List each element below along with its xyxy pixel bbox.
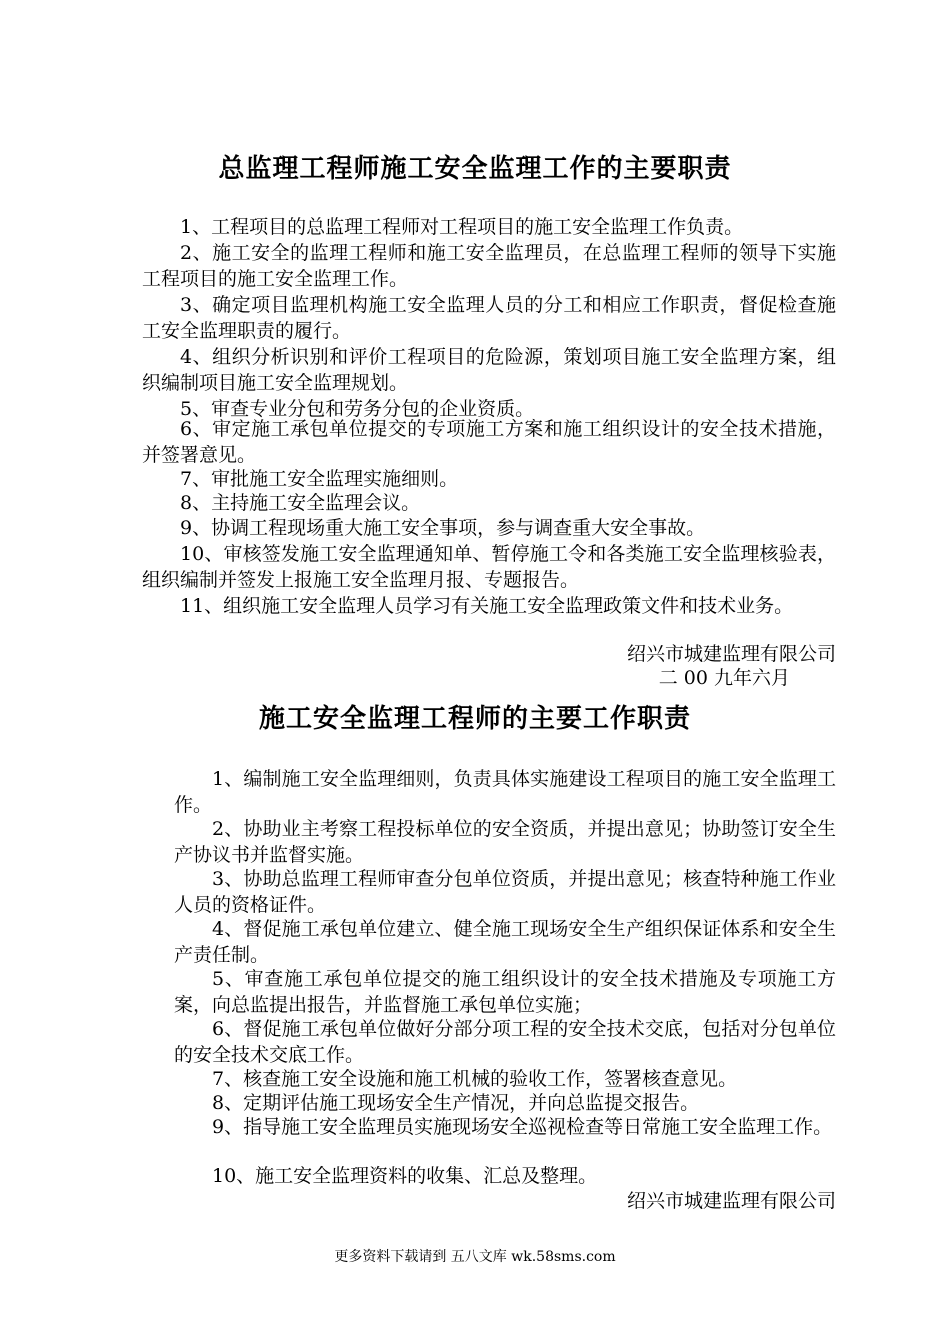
section1-date: 二 00 九年六月 [658, 667, 790, 689]
section1-item-8: 8、主持施工安全监理会议。 [180, 492, 421, 514]
section1-item-6: 6、审定施工承包单位提交的专项施工方案和施工组织设计的安全技术措施，并签署意见。 [142, 418, 836, 466]
section1-item-3: 3、确定项目监理机构施工安全监理人员的分工和相应工作职责，督促检查施工安全监理职责的履行。 [142, 294, 836, 342]
section2-item-9: 9、指导施工安全监理员实施现场安全巡视检查等日常施工安全监理工作。 [212, 1116, 833, 1138]
section1-item-1: 1、工程项目的总监理工程师对工程项目的施工安全监理工作负责。 [180, 216, 744, 238]
section1-item-10: 10、审核签发施工安全监理通知单、暂停施工令和各类施工安全监理核验表，组织编制并签发上报施工安全监理月报、专题报告。 [142, 543, 836, 591]
section1-item-11: 11、组织施工安全监理人员学习有关施工安全监理政策文件和技术业务。 [180, 595, 794, 617]
section1-item-4: 4、组织分析识别和评价工程项目的危险源，策划项目施工安全监理方案，组织编制项目施工安全监理规划。 [142, 346, 836, 394]
section2-signature: 绍兴市城建监理有限公司 [626, 1190, 836, 1212]
section2-item-3: 3、协助总监理工程师审查分包单位资质，并提出意见；核查特种施工作业人员的资格证件。 [174, 868, 836, 916]
section1-item-5: 5、审查专业分包和劳务分包的企业资质。 [180, 398, 535, 420]
section2-item-10: 10、施工安全监理资料的收集、汇总及整理。 [212, 1165, 598, 1187]
section2-item-2: 2、协助业主考察工程投标单位的安全资质，并提出意见；协助签订安全生产协议书并监督实施。 [174, 818, 836, 866]
section1-item-9: 9、协调工程现场重大施工安全事项，参与调查重大安全事故。 [180, 517, 706, 539]
section2-item-8: 8、定期评估施工现场安全生产情况，并向总监提交报告。 [212, 1092, 700, 1114]
section1-signature: 绍兴市城建监理有限公司 [626, 643, 836, 665]
section2-item-7: 7、核查施工安全设施和施工机械的验收工作，签署核查意见。 [212, 1068, 738, 1090]
section2-item-6: 6、督促施工承包单位做好分部分项工程的安全技术交底，包括对分包单位的安全技术交底工作。 [174, 1018, 836, 1066]
section2-item-1: 1、编制施工安全监理细则，负责具体实施建设工程项目的施工安全监理工作。 [174, 768, 836, 816]
section1-title: 总监理工程师施工安全监理工作的主要职责 [218, 154, 732, 184]
section2-item-4: 4、督促施工承包单位建立、健全施工现场安全生产组织保证体系和安全生产责任制。 [174, 918, 836, 966]
section2-title: 施工安全监理工程师的主要工作职责 [258, 704, 691, 734]
section1-item-7: 7、审批施工安全监理实施细则。 [180, 468, 459, 490]
section1-item-2: 2、施工安全的监理工程师和施工安全监理员，在总监理工程师的领导下实施工程项目的施工安全监理工作。 [142, 242, 836, 290]
section2-item-5: 5、审查施工承包单位提交的施工组织设计的安全技术措施及专项施工方案，向总监提出报告，并监督施工承包单位实施； [174, 968, 836, 1016]
footer-note: 更多资料下载请到 五八文库 wk.58sms.com [334, 1249, 616, 1265]
